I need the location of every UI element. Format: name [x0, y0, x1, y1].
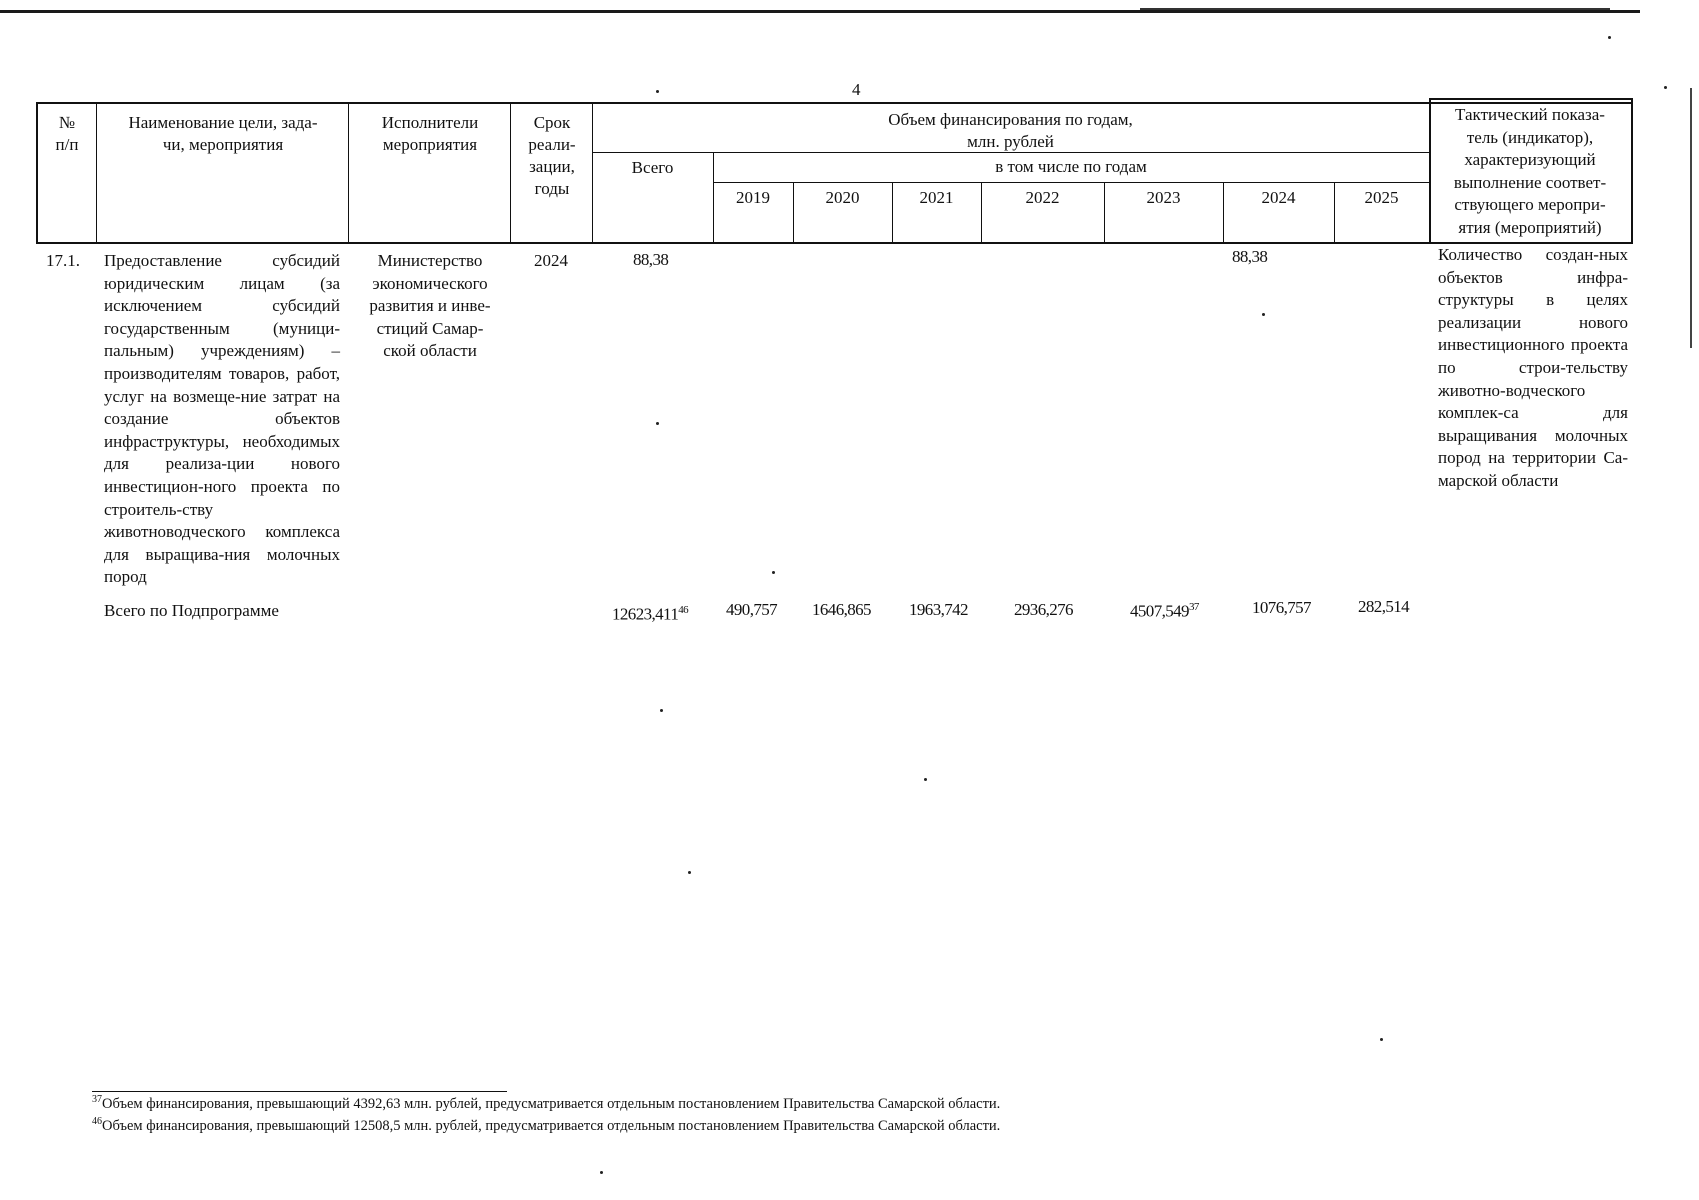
row-indicator: Количество создан-ных объектов инфра-структуры в целях реализации нового инвестиционного проекта по строи-тельству животно-водческого комплек-са для выращивания молочных пород на территории Са-марской области	[1438, 245, 1628, 490]
total-row-2022: 2936,276	[1014, 600, 1073, 619]
header-year-2024: 2024	[1261, 188, 1296, 207]
footnote-37: $^{37}$Объем финансирования, превышающий 4392,63 млн. рублей, предусматривается отдельным постановлением Правительства Самарской области.	[92, 1094, 1001, 1112]
footnote-separator	[92, 1091, 507, 1092]
total-row-label: Всего по Подпрограмме	[104, 601, 279, 620]
header-funding: Объем финансирования по годам, млн. рублей	[888, 110, 1133, 151]
scan-speck	[924, 778, 927, 781]
total-row-2024: 1076,757	[1252, 598, 1311, 617]
total-row-total: 12623,411$^{46}$	[612, 604, 689, 624]
total-row-2020: 1646,865	[812, 600, 871, 619]
scan-speck	[660, 709, 663, 712]
scan-speck	[600, 1171, 603, 1174]
scan-speck	[1262, 313, 1265, 316]
row-term: 2024	[534, 251, 568, 270]
scan-speck	[656, 422, 659, 425]
total-row-2021: 1963,742	[909, 600, 968, 619]
page-number: 4	[852, 80, 861, 99]
scan-speck	[1664, 86, 1667, 89]
footnote-46: $^{46}$Объем финансирования, превышающий 12508,5 млн. рублей, предусматривается отдельным постановлением Правительства Самарской области.	[92, 1116, 1001, 1134]
scan-speck	[688, 871, 691, 874]
header-by-years: в том числе по годам	[995, 157, 1147, 176]
header-num: № п/п	[55, 113, 79, 154]
header-year-2022: 2022	[1025, 188, 1060, 207]
header-term: Срок реали- зации, годы	[528, 113, 576, 198]
right-edge-line	[1690, 88, 1692, 348]
top-border-line-secondary	[1140, 8, 1610, 10]
header-year-2020: 2020	[825, 188, 860, 207]
header-year-2023: 2023	[1146, 188, 1181, 207]
header-total: Всего	[631, 158, 674, 177]
scan-speck	[656, 90, 659, 93]
row-2024-value: 88,38	[1232, 247, 1268, 266]
header-year-2019: 2019	[736, 188, 770, 207]
total-row-2023: 4507,549$^{37}$	[1130, 601, 1199, 621]
row-number: 17.1.	[46, 251, 80, 270]
header-year-2021: 2021	[919, 188, 954, 207]
header-executors: Исполнители мероприятия	[381, 113, 479, 154]
row-activity-name: Предоставление субсидий юридическим лицам (за исключением субсидий государственным (муници-пальным) учреждениям) – производителям товаров, работ, услуг на возмеще-ние затрат на создание объектов инфраструктуры, необходимых для реализа-ции нового инвестицион-ного проекта по строитель-ству животноводческого комплекса для выращива-ния молочных пород	[104, 251, 340, 587]
header-year-2025: 2025	[1364, 188, 1399, 207]
header-name: Наименование цели, зада- чи, мероприятия	[128, 113, 318, 154]
row-total: 88,38	[633, 250, 669, 269]
top-border-line	[0, 10, 1640, 13]
scan-speck	[1380, 1038, 1383, 1041]
scan-speck	[772, 571, 775, 574]
header-indicator: Тактический показа- тель (индикатор), характеризующий выполнение соответ- ствующего меропри- ятия (мероприятий)	[1453, 105, 1607, 237]
row-executor: Министерство экономического развития и инве- стиций Самар- ской области	[369, 251, 491, 361]
total-row-2025: 282,514	[1358, 597, 1410, 616]
total-row-2019: 490,757	[726, 600, 778, 619]
scan-speck	[1608, 36, 1611, 39]
